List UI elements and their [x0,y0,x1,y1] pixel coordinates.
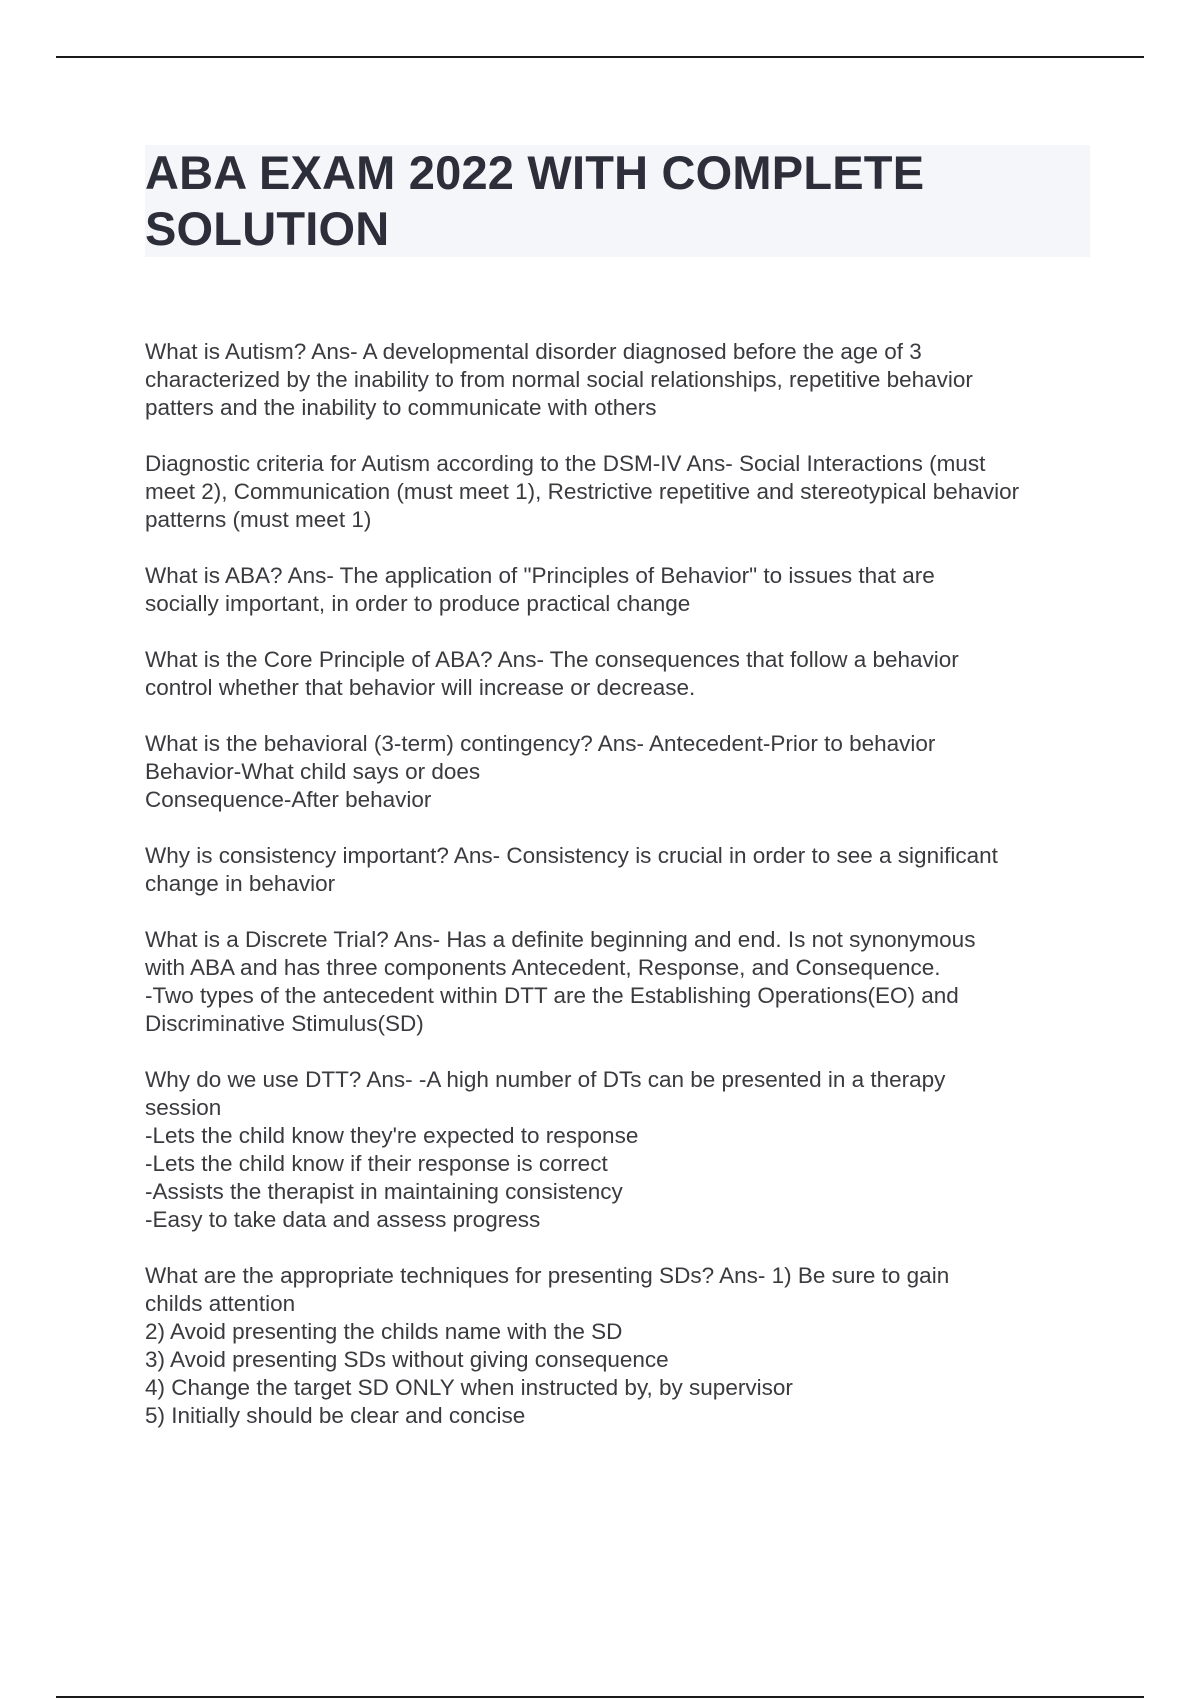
qa-line: patterns (must meet 1) [145,507,372,532]
qa-entry [145,562,1095,618]
qa-entry [145,450,1095,534]
qa-line: 3) Avoid presenting SDs without giving consequence [145,1347,669,1372]
title-block [145,145,1090,257]
qa-line: -Easy to take data and assess progress [145,1207,541,1232]
qa-entry [145,338,1095,422]
qa-line: patters and the inability to communicate with others [145,395,657,420]
qa-line: What is Autism? Ans- A developmental disorder diagnosed before the age of 3 [145,339,922,364]
title-line: ABA EXAM 2022 WITH COMPLETE [145,146,925,199]
qa-list [145,338,1095,1458]
top-rule [56,56,1144,58]
qa-line: characterized by the inability to from normal social relationships, repetitive behavior [145,367,973,392]
qa-line: -Lets the child know they're expected to response [145,1123,639,1148]
qa-line: Diagnostic criteria for Autism according to the DSM-IV Ans- Social Interactions (must [145,451,986,476]
qa-entry [145,1262,1095,1430]
qa-line: Behavior-What child says or does [145,759,481,784]
qa-entry [145,730,1095,814]
qa-line: session [145,1095,222,1120]
qa-line: 5) Initially should be clear and concise [145,1403,526,1428]
qa-entry [145,646,1095,702]
qa-entry [145,1066,1095,1234]
qa-line: Why is consistency important? Ans- Consistency is crucial in order to see a significant [145,843,998,868]
qa-line: What are the appropriate techniques for presenting SDs? Ans- 1) Be sure to gain [145,1263,950,1288]
qa-line: Discriminative Stimulus(SD) [145,1011,424,1036]
qa-line: Consequence-After behavior [145,787,432,812]
qa-line: What is the Core Principle of ABA? Ans- The consequences that follow a behavior [145,647,959,672]
qa-line: What is a Discrete Trial? Ans- Has a definite beginning and end. Is not synonymous [145,927,976,952]
qa-line: What is the behavioral (3-term) contingency? Ans- Antecedent-Prior to behavior [145,731,936,756]
qa-line: -Lets the child know if their response is correct [145,1151,608,1176]
qa-entry [145,842,1095,898]
qa-line: Why do we use DTT? Ans- -A high number of DTs can be presented in a therapy [145,1067,946,1092]
qa-line: socially important, in order to produce practical change [145,591,691,616]
qa-line: meet 2), Communication (must meet 1), Restrictive repetitive and stereotypical behavior [145,479,1020,504]
qa-entry [145,926,1095,1038]
qa-line: change in behavior [145,871,336,896]
qa-line: What is ABA? Ans- The application of "Principles of Behavior" to issues that are [145,563,935,588]
qa-line: control whether that behavior will increase or decrease. [145,675,696,700]
qa-line: -Assists the therapist in maintaining consistency [145,1179,623,1204]
qa-line: -Two types of the antecedent within DTT are the Establishing Operations(EO) and [145,983,959,1008]
document-title [145,145,1090,257]
bottom-rule [56,1696,1144,1698]
qa-line: with ABA and has three components Antecedent, Response, and Consequence. [145,955,941,980]
qa-line: 2) Avoid presenting the childs name with the SD [145,1319,623,1344]
title-line: SOLUTION [145,202,390,255]
qa-line: childs attention [145,1291,296,1316]
qa-line: 4) Change the target SD ONLY when instructed by, by supervisor [145,1375,793,1400]
